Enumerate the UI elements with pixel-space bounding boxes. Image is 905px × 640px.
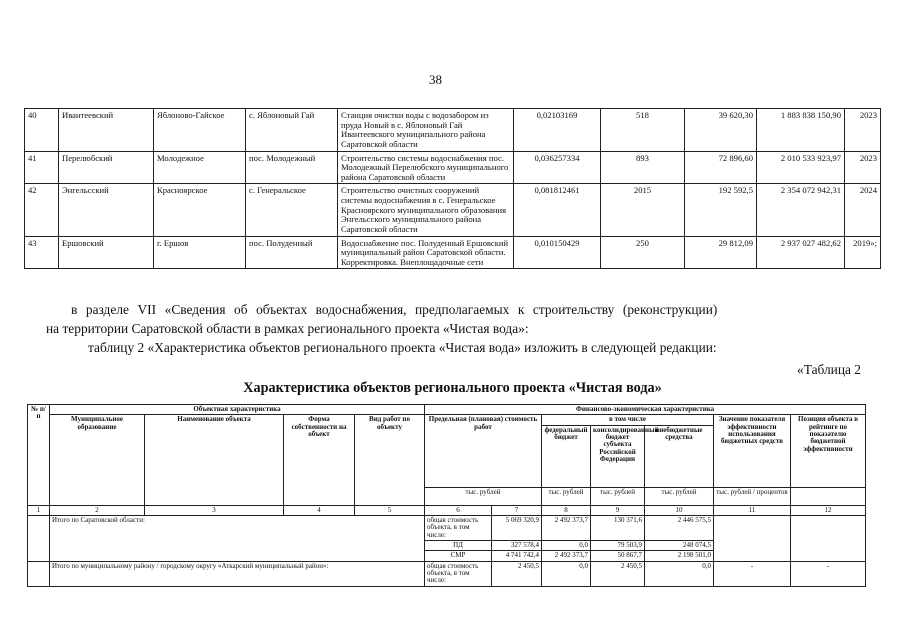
unit-empty [791, 487, 866, 505]
cost-type-label: СМР [425, 551, 492, 561]
district-rating: - [791, 561, 866, 586]
municipality-cell: Яблоново-Гайское [154, 109, 246, 152]
object-description: Водоснабжение пос. Полуденный Ершовский муниципальный район Саратовской области. Корректировка. Внеплощадочные сети [338, 236, 514, 269]
object-description: Строительство очистных сооружений системы водоснабжения в с. Генеральское Красноярского муниципального образования Энгельсского муниципального района Саратовской области [338, 184, 514, 236]
col-number: 8 [542, 505, 591, 515]
total-rating [791, 516, 866, 562]
smr-cost: 4 741 742,4 [492, 551, 542, 561]
coefficient-cell: 0,010150429 [514, 236, 601, 269]
municipality-cell: г. Ершов [154, 236, 246, 269]
year-cell: 2023 [845, 109, 881, 152]
col-number: 5 [355, 505, 425, 515]
table-row [25, 151, 881, 184]
object-description: Станция очистки воды с водозабором из пруда Новый в с. Яблоновый Гай Ивантеевского муниципального района Саратовской области [338, 109, 514, 152]
header-object-name: Наименование объекта [145, 415, 284, 505]
header-row-columns [28, 415, 866, 425]
settlement-cell: с. Генеральское [246, 184, 338, 236]
table-row [25, 109, 881, 152]
district-cell: Ершовский [59, 236, 154, 269]
header-extrabudget: внебюджетные средства [645, 425, 714, 487]
header-limit-cost: Предельная (плановая) стоимость работ [425, 415, 542, 487]
smr-extrabudget: 2 198 501,0 [645, 551, 714, 561]
district-indicator: - [714, 561, 791, 586]
col-number: 10 [645, 505, 714, 515]
header-including: в том числе [542, 415, 714, 425]
settlement-cell: пос. Полуденный [246, 236, 338, 269]
district-cell: Перелюбский [59, 151, 154, 184]
unit-thousand: тыс. рублей [425, 487, 542, 505]
col-number: 6 [425, 505, 492, 515]
settlement-cell: пос. Молодежный [246, 151, 338, 184]
characteristics-table [27, 404, 866, 587]
unit-thousand: тыс. рублей [591, 487, 645, 505]
district-cell: Энгельсский [59, 184, 154, 236]
page-number: 38 [429, 72, 442, 87]
coefficient-cell: 0,036257334 [514, 151, 601, 184]
budget-cell: 2 937 027 482,62 [757, 236, 845, 269]
col-number: 4 [284, 505, 355, 515]
header-object-group: Объектная характеристика [50, 405, 425, 415]
district-federal: 0,0 [542, 561, 591, 586]
budget-cell: 2 354 072 942,31 [757, 184, 845, 236]
year-cell: 2023 [845, 151, 881, 184]
header-rating: Позиция объекта в рейтинге по показателю бюджетной эффективности [791, 415, 866, 487]
table-label: «Таблица 2 [797, 362, 861, 377]
col-number: 2 [50, 505, 145, 515]
header-no: № п/п [28, 405, 50, 506]
municipality-cell: Молодежное [154, 151, 246, 184]
district-cost: 2 450,5 [492, 561, 542, 586]
col-number: 9 [591, 505, 645, 515]
header-municipal: Муниципальное образование [50, 415, 145, 505]
cost-cell: 39 620,30 [685, 109, 757, 152]
district-number-cell [28, 561, 50, 586]
total-cost: 5 069 320,9 [492, 516, 542, 541]
header-consolidated: консолидированный бюджет субъекта Российской Федерации [591, 425, 645, 487]
unit-thousand: тыс. рублей [542, 487, 591, 505]
row-number: 42 [25, 184, 59, 236]
amendment-paragraph-2: на территории Саратовской области в рамках регионального проекта «Чистая вода»: [46, 321, 529, 336]
header-work-type: Вид работ по объекту [355, 415, 425, 505]
year-cell: 2019»; [845, 236, 881, 269]
amendment-paragraph-1: в разделе VII «Сведения об объектах водоснабжения, предполагаемых к строительству (реконструкции) [71, 302, 718, 317]
col-number: 1 [28, 505, 50, 515]
col-number: 7 [492, 505, 542, 515]
district-extrabudget: 0,0 [645, 561, 714, 586]
population-cell: 250 [601, 236, 685, 269]
unit-thousand-percent: тыс. рублей / процентов [714, 487, 791, 505]
district-consolidated: 2 450,5 [591, 561, 645, 586]
cost-type-label: общая стоимость объекта, в том числе: [425, 561, 492, 586]
district-row [28, 561, 866, 586]
amendment-paragraph-3: таблицу 2 «Характеристика объектов регионального проекта «Чистая вода» изложить в следующей редакции: [88, 340, 717, 355]
total-consolidated: 130 371,6 [591, 516, 645, 541]
object-description: Строительство системы водоснабжения пос. Молодежный Перелюбского муниципального района Саратовской области [338, 151, 514, 184]
district-label: Итого по муниципальному району / городскому округу «Аткарский муниципальный район»: [50, 561, 425, 586]
objects-table-continued [24, 108, 881, 269]
cost-cell: 29 812,09 [685, 236, 757, 269]
col-number: 12 [791, 505, 866, 515]
year-cell: 2024 [845, 184, 881, 236]
cost-cell: 192 592,5 [685, 184, 757, 236]
total-extrabudget: 2 446 575,5 [645, 516, 714, 541]
budget-cell: 1 883 838 150,90 [757, 109, 845, 152]
coefficient-cell: 0,02103169 [514, 109, 601, 152]
header-federal: федеральный бюджет [542, 425, 591, 487]
table-heading: Характеристика объектов регионального проекта «Чистая вода» [243, 380, 662, 396]
pd-cost: 327 578,4 [492, 541, 542, 551]
column-number-row [28, 505, 866, 515]
header-indicator: Значение показателя эффективности использования бюджетных средств [714, 415, 791, 487]
settlement-cell: с. Яблоновый Гай [246, 109, 338, 152]
district-cell: Ивантеевский [59, 109, 154, 152]
cost-type-label: общая стоимость объекта, в том числе: [425, 516, 492, 541]
total-row-general [28, 516, 866, 541]
header-row-groups [28, 405, 866, 415]
population-cell: 518 [601, 109, 685, 152]
total-number-cell [28, 516, 50, 562]
row-number: 41 [25, 151, 59, 184]
population-cell: 893 [601, 151, 685, 184]
pd-extrabudget: 248 074,5 [645, 541, 714, 551]
municipality-cell: Красноярское [154, 184, 246, 236]
total-label: Итого по Саратовской области: [50, 516, 425, 562]
smr-consolidated: 50 867,7 [591, 551, 645, 561]
row-number: 40 [25, 109, 59, 152]
cost-cell: 72 896,60 [685, 151, 757, 184]
coefficient-cell: 0,081812461 [514, 184, 601, 236]
table-row [25, 184, 881, 236]
header-ownership: Форма собственности на объект [284, 415, 355, 505]
col-number: 3 [145, 505, 284, 515]
total-federal: 2 492 373,7 [542, 516, 591, 541]
pd-consolidated: 79 503,9 [591, 541, 645, 551]
total-indicator [714, 516, 791, 562]
header-finance-group: Финансово-экономическая характеристика [425, 405, 866, 415]
col-number: 11 [714, 505, 791, 515]
table-row [25, 236, 881, 269]
pd-federal: 0,0 [542, 541, 591, 551]
population-cell: 2015 [601, 184, 685, 236]
cost-type-label: ПД [425, 541, 492, 551]
unit-thousand: тыс. рублей [645, 487, 714, 505]
budget-cell: 2 010 533 923,97 [757, 151, 845, 184]
smr-federal: 2 492 373,7 [542, 551, 591, 561]
row-number: 43 [25, 236, 59, 269]
